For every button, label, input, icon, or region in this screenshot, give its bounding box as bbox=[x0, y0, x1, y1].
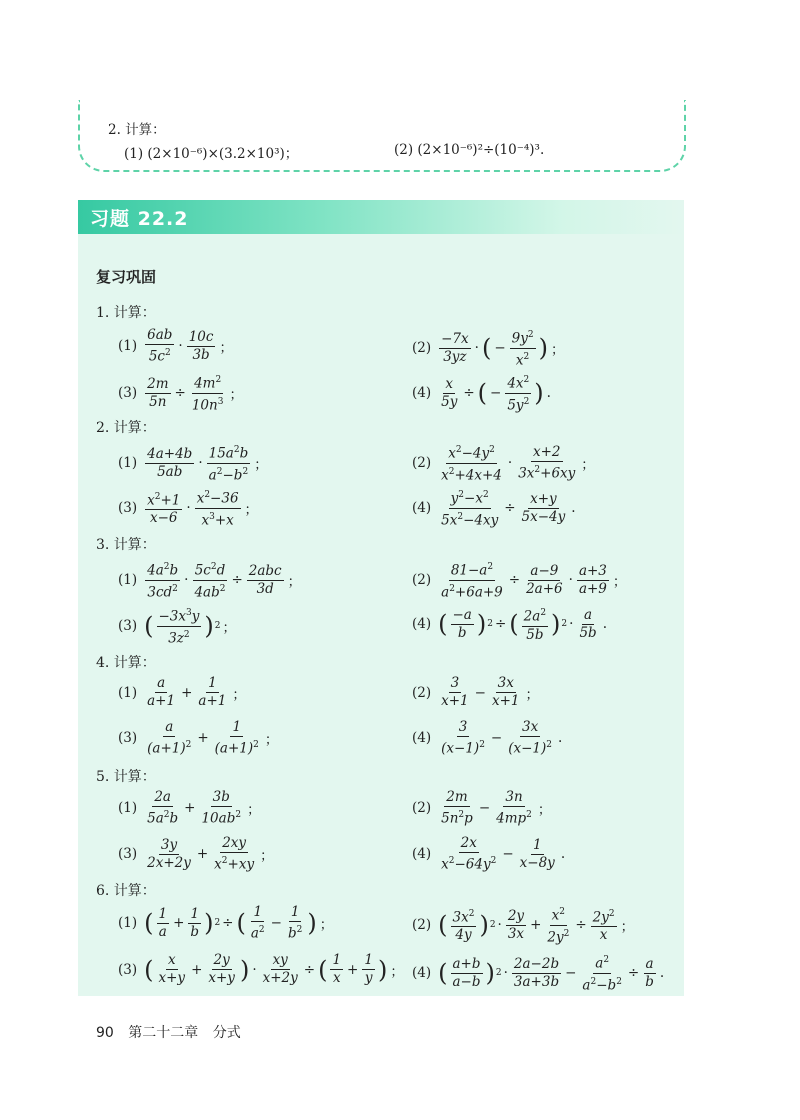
question-6-heading: 6. 计算： bbox=[96, 883, 156, 899]
q2-item-3: (3) $\frac{x^2+1}{x-6}$ · $\frac{x^2-36}{x^3+x}$ ； bbox=[118, 490, 259, 528]
prev-exercise-item-1: (1) (2×10⁻⁶)×(3.2×10³)； bbox=[124, 146, 299, 162]
q6-item-2: (2) ( $\frac{3x^2}{4y}$ ) 2 · $\frac{2y}{3x}$ + $\frac{x^2}{2y^2}$ ÷ $\frac{2y^2}{x}$ ； bbox=[412, 907, 635, 945]
q4-item-1: (1) $\frac{a}{a+1}$ + $\frac{1}{a+1}$ ； bbox=[118, 675, 246, 709]
subheading: 复习巩固 bbox=[96, 268, 157, 286]
q4-item-4: (4) $\frac{3}{(x-1)^2}$ − $\frac{3x}{(x-1)^2}$ . bbox=[412, 719, 563, 757]
q3-item-3: (3) ( $\frac{-3x^3y}{3z^2}$ ) 2 ； bbox=[118, 608, 236, 646]
q6-item-1: (1) ( $\frac{1}{a}$ + $\frac{1}{b}$ ) 2 ÷ ( $\frac{1}{a^2}$ − $\frac{1}{b^2}$ ) ； bbox=[118, 904, 334, 942]
q2-item-1: (1) $\frac{4a+4b}{5ab}$ · $\frac{15a^2b}{a^2-b^2}$ ； bbox=[118, 445, 268, 483]
q1-item-2: (2) $\frac{-7x}{3yz}$ · ( − $\frac{9y^2}{x^2}$ ) ； bbox=[412, 330, 565, 368]
q6-item-3: (3) ( $\frac{x}{x+y}$ + $\frac{2y}{x+y}$ ) · $\frac{xy}{x+2y}$ ÷ ( $\frac{1}{x}$ + $\frac{1}{y}$ ) ； bbox=[118, 952, 404, 986]
q6-item-4: (4) ( $\frac{a+b}{a-b}$ ) 2 · $\frac{2a-2b}{3a+3b}$ − $\frac{a^2}{a^2-b^2}$ ÷ $\frac{a}{b}$ . bbox=[412, 955, 665, 993]
q1-item-1: (1) $\frac{6ab}{5c^2}$ · $\frac{10c}{3b}$ ； bbox=[118, 327, 233, 365]
q5-item-1: (1) $\frac{2a}{5a^2b}$ + $\frac{3b}{10ab^2}$ ； bbox=[118, 789, 261, 827]
q1-item-4: (4) $\frac{x}{5y}$ ÷ ( − $\frac{4x^2}{5y^2}$ ) . bbox=[412, 375, 551, 413]
question-4-heading: 4. 计算： bbox=[96, 655, 156, 671]
q5-item-4: (4) $\frac{2x}{x^2-64y^2}$ − $\frac{1}{x-8y}$ . bbox=[412, 835, 566, 873]
chapter-label: 第二十二章 bbox=[128, 1025, 199, 1041]
q5-item-3: (3) $\frac{3y}{2x+2y}$ + $\frac{2xy}{x^2+xy}$ ； bbox=[118, 835, 274, 873]
prev-exercise-item-2: (2) (2×10⁻⁶)²÷(10⁻⁴)³. bbox=[394, 142, 545, 158]
q1-item-3: (3) $\frac{2m}{5n}$ ÷ $\frac{4m^2}{10n^3}$ ； bbox=[118, 375, 243, 413]
section-title: 习题 22.2 bbox=[90, 208, 189, 230]
question-3-heading: 3. 计算： bbox=[96, 537, 156, 553]
page-footer bbox=[96, 1022, 251, 1042]
q3-item-2: (2) $\frac{81-a^2}{a^2+6a+9}$ ÷ $\frac{a-9}{2a+6}$ · $\frac{a+3}{a+9}$ ； bbox=[412, 562, 627, 600]
question-2-heading: 2. 计算： bbox=[96, 420, 156, 436]
prev-exercise-title: 2. 计算： bbox=[108, 122, 166, 138]
topic-label: 分式 bbox=[212, 1025, 241, 1041]
q4-item-2: (2) $\frac{3}{x+1}$ − $\frac{3x}{x+1}$ ； bbox=[412, 675, 539, 709]
q4-item-3: (3) $\frac{a}{(a+1)^2}$ + $\frac{1}{(a+1)^2}$ ； bbox=[118, 719, 279, 757]
q2-item-2: (2) $\frac{x^2-4y^2}{x^2+4x+4}$ · $\frac{x+2}{3x^2+6xy}$ ； bbox=[412, 443, 595, 483]
question-5-heading: 5. 计算： bbox=[96, 769, 156, 785]
question-1-heading: 1. 计算： bbox=[96, 305, 156, 321]
q5-item-2: (2) $\frac{2m}{5n^2p}$ − $\frac{3n}{4mp^2}$ ； bbox=[412, 789, 552, 827]
q3-item-1: (1) $\frac{4a^2b}{3cd^2}$ · $\frac{5c^2d}{4ab^2}$ ÷ $\frac{\text{2abc}}{3d}$ ； bbox=[118, 562, 302, 600]
page-number: 90 bbox=[96, 1025, 114, 1041]
q2-item-4: (4) $\frac{y^2-x^2}{5x^2-4xy}$ ÷ $\frac{x+y}{5x-4y}$ . bbox=[412, 490, 576, 528]
q3-item-4: (4) ( $\frac{-a}{b}$ ) 2 ÷ ( $\frac{2a^2}{5b}$ ) 2 · $\frac{a}{5b}$ . bbox=[412, 606, 607, 643]
